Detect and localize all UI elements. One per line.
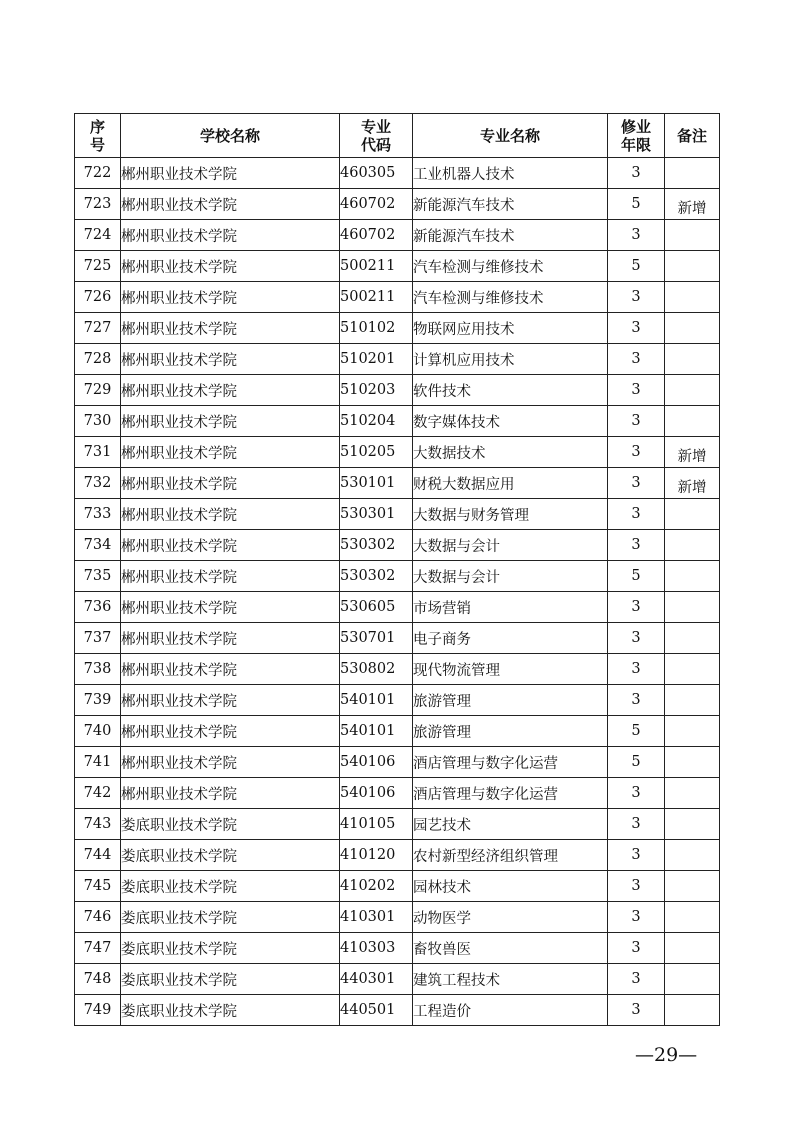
note-cell [665, 530, 720, 561]
major-code-cell: 440301 [340, 964, 413, 995]
note-cell [665, 251, 720, 282]
school-name-cell: 娄底职业技术学院 [121, 964, 340, 995]
seq-cell: 739 [75, 685, 121, 716]
major-name-cell: 酒店管理与数字化运营 [413, 747, 608, 778]
major-code-cell: 410202 [340, 871, 413, 902]
seq-cell: 728 [75, 344, 121, 375]
table-row [75, 716, 720, 747]
major-name-cell: 大数据与会计 [413, 561, 608, 592]
note-cell [665, 344, 720, 375]
table-row [75, 251, 720, 282]
school-name-cell: 郴州职业技术学院 [121, 685, 340, 716]
table-row [75, 468, 720, 499]
note-cell [665, 933, 720, 964]
study-years-cell: 3 [608, 995, 665, 1026]
school-name-cell: 郴州职业技术学院 [121, 499, 340, 530]
school-name-cell: 娄底职业技术学院 [121, 840, 340, 871]
major-code-cell: 530802 [340, 654, 413, 685]
seq-cell: 731 [75, 437, 121, 468]
note-cell [665, 809, 720, 840]
major-code-cell: 540101 [340, 716, 413, 747]
major-code-cell: 510102 [340, 313, 413, 344]
seq-cell: 730 [75, 406, 121, 437]
note-cell [665, 654, 720, 685]
header-years-line-2: 年限 [620, 135, 651, 154]
seq-cell: 740 [75, 716, 121, 747]
table-row [75, 313, 720, 344]
table-row [75, 933, 720, 964]
table-row [75, 437, 720, 468]
study-years-cell: 3 [608, 282, 665, 313]
study-years-cell: 3 [608, 840, 665, 871]
seq-cell: 748 [75, 964, 121, 995]
note-text: 新增 [677, 200, 707, 217]
major-code-cell: 510204 [340, 406, 413, 437]
note-cell [665, 685, 720, 716]
header-note: 备注 [665, 114, 720, 158]
seq-cell: 736 [75, 592, 121, 623]
major-name-cell: 旅游管理 [413, 716, 608, 747]
note-cell [665, 902, 720, 933]
header-seq-line-2: 号 [89, 135, 105, 154]
note-cell [665, 716, 720, 747]
note-cell [665, 313, 720, 344]
table-row [75, 561, 720, 592]
table-row [75, 592, 720, 623]
major-name-cell: 电子商务 [413, 623, 608, 654]
major-name-cell: 酒店管理与数字化运营 [413, 778, 608, 809]
note-cell [665, 220, 720, 251]
major-code-cell: 530301 [340, 499, 413, 530]
table-row [75, 871, 720, 902]
school-name-cell: 郴州职业技术学院 [121, 251, 340, 282]
program-table [74, 113, 720, 1026]
table-row [75, 406, 720, 437]
major-code-cell: 510203 [340, 375, 413, 406]
major-code-cell: 410303 [340, 933, 413, 964]
major-name-cell: 数字媒体技术 [413, 406, 608, 437]
study-years-cell: 5 [608, 747, 665, 778]
major-code-cell: 500211 [340, 251, 413, 282]
major-code-cell: 510201 [340, 344, 413, 375]
table-row [75, 840, 720, 871]
study-years-cell: 3 [608, 437, 665, 468]
school-name-cell: 郴州职业技术学院 [121, 189, 340, 220]
table-row [75, 902, 720, 933]
table-row [75, 623, 720, 654]
note-cell [665, 561, 720, 592]
school-name-cell: 郴州职业技术学院 [121, 313, 340, 344]
study-years-cell: 5 [608, 716, 665, 747]
major-code-cell: 410105 [340, 809, 413, 840]
study-years-cell: 3 [608, 499, 665, 530]
school-name-cell: 娄底职业技术学院 [121, 933, 340, 964]
study-years-cell: 3 [608, 530, 665, 561]
major-name-cell: 计算机应用技术 [413, 344, 608, 375]
major-name-cell: 现代物流管理 [413, 654, 608, 685]
school-name-cell: 郴州职业技术学院 [121, 158, 340, 189]
school-name-cell: 娄底职业技术学院 [121, 995, 340, 1026]
seq-cell: 746 [75, 902, 121, 933]
seq-cell: 735 [75, 561, 121, 592]
major-code-cell: 540101 [340, 685, 413, 716]
school-name-cell: 郴州职业技术学院 [121, 468, 340, 499]
note-cell [665, 747, 720, 778]
major-name-cell: 旅游管理 [413, 685, 608, 716]
major-name-cell: 农村新型经济组织管理 [413, 840, 608, 871]
table-row [75, 654, 720, 685]
school-name-cell: 郴州职业技术学院 [121, 592, 340, 623]
school-name-cell: 郴州职业技术学院 [121, 437, 340, 468]
school-name-cell: 郴州职业技术学院 [121, 778, 340, 809]
seq-cell: 741 [75, 747, 121, 778]
study-years-cell: 3 [608, 220, 665, 251]
study-years-cell: 3 [608, 406, 665, 437]
major-name-cell: 汽车检测与维修技术 [413, 282, 608, 313]
seq-cell: 745 [75, 871, 121, 902]
major-name-cell: 工程造价 [413, 995, 608, 1026]
note-cell [665, 840, 720, 871]
table-row [75, 995, 720, 1026]
study-years-cell: 3 [608, 933, 665, 964]
seq-cell: 732 [75, 468, 121, 499]
note-text: 新增 [677, 448, 707, 465]
table-row [75, 685, 720, 716]
study-years-cell: 5 [608, 251, 665, 282]
school-name-cell: 郴州职业技术学院 [121, 406, 340, 437]
major-code-cell: 410120 [340, 840, 413, 871]
major-name-cell: 大数据与会计 [413, 530, 608, 561]
seq-cell: 742 [75, 778, 121, 809]
study-years-cell: 3 [608, 964, 665, 995]
header-code-line-1: 专业 [360, 117, 391, 136]
seq-cell: 733 [75, 499, 121, 530]
major-name-cell: 物联网应用技术 [413, 313, 608, 344]
major-name-cell: 园林技术 [413, 871, 608, 902]
header-code [340, 114, 413, 158]
seq-cell: 722 [75, 158, 121, 189]
major-code-cell: 510205 [340, 437, 413, 468]
header-seq [75, 114, 121, 158]
major-code-cell: 530701 [340, 623, 413, 654]
major-name-cell: 大数据技术 [413, 437, 608, 468]
school-name-cell: 郴州职业技术学院 [121, 654, 340, 685]
note-cell [665, 468, 720, 499]
school-name-cell: 郴州职业技术学院 [121, 716, 340, 747]
major-code-cell: 460702 [340, 220, 413, 251]
note-cell [665, 592, 720, 623]
table-body [75, 158, 720, 1026]
major-code-cell: 530302 [340, 561, 413, 592]
school-name-cell: 郴州职业技术学院 [121, 747, 340, 778]
seq-cell: 744 [75, 840, 121, 871]
major-code-cell: 530101 [340, 468, 413, 499]
seq-cell: 743 [75, 809, 121, 840]
header-school: 学校名称 [121, 114, 340, 158]
school-name-cell: 郴州职业技术学院 [121, 623, 340, 654]
study-years-cell: 3 [608, 344, 665, 375]
note-cell [665, 964, 720, 995]
table-row [75, 220, 720, 251]
note-cell [665, 406, 720, 437]
major-name-cell: 新能源汽车技术 [413, 220, 608, 251]
table-header [75, 114, 720, 158]
major-code-cell: 530605 [340, 592, 413, 623]
note-text: 新增 [677, 479, 707, 496]
major-name-cell: 动物医学 [413, 902, 608, 933]
note-cell [665, 623, 720, 654]
major-name-cell: 建筑工程技术 [413, 964, 608, 995]
table-row [75, 282, 720, 313]
header-years [608, 114, 665, 158]
table-row [75, 809, 720, 840]
seq-cell: 723 [75, 189, 121, 220]
header-years-line-1: 修业 [620, 117, 651, 136]
study-years-cell: 3 [608, 623, 665, 654]
note-cell [665, 437, 720, 468]
study-years-cell: 3 [608, 375, 665, 406]
study-years-cell: 3 [608, 592, 665, 623]
major-name-cell: 大数据与财务管理 [413, 499, 608, 530]
major-code-cell: 460702 [340, 189, 413, 220]
major-code-cell: 540106 [340, 778, 413, 809]
school-name-cell: 郴州职业技术学院 [121, 375, 340, 406]
school-name-cell: 郴州职业技术学院 [121, 344, 340, 375]
seq-cell: 724 [75, 220, 121, 251]
major-name-cell: 园艺技术 [413, 809, 608, 840]
table-row [75, 778, 720, 809]
header-major: 专业名称 [413, 114, 608, 158]
major-name-cell: 汽车检测与维修技术 [413, 251, 608, 282]
seq-cell: 734 [75, 530, 121, 561]
header-row [75, 114, 720, 158]
study-years-cell: 3 [608, 809, 665, 840]
study-years-cell: 3 [608, 313, 665, 344]
seq-cell: 737 [75, 623, 121, 654]
seq-cell: 725 [75, 251, 121, 282]
major-name-cell: 软件技术 [413, 375, 608, 406]
table-row [75, 344, 720, 375]
note-cell [665, 189, 720, 220]
note-cell [665, 282, 720, 313]
study-years-cell: 3 [608, 158, 665, 189]
major-code-cell: 410301 [340, 902, 413, 933]
study-years-cell: 3 [608, 902, 665, 933]
table-row [75, 158, 720, 189]
study-years-cell: 5 [608, 189, 665, 220]
note-cell [665, 995, 720, 1026]
major-code-cell: 530302 [340, 530, 413, 561]
major-code-cell: 500211 [340, 282, 413, 313]
header-seq-line-1: 序 [89, 117, 105, 136]
study-years-cell: 3 [608, 871, 665, 902]
major-name-cell: 财税大数据应用 [413, 468, 608, 499]
major-name-cell: 畜牧兽医 [413, 933, 608, 964]
note-cell [665, 778, 720, 809]
note-cell [665, 499, 720, 530]
study-years-cell: 3 [608, 685, 665, 716]
seq-cell: 749 [75, 995, 121, 1026]
school-name-cell: 娄底职业技术学院 [121, 871, 340, 902]
school-name-cell: 娄底职业技术学院 [121, 902, 340, 933]
study-years-cell: 3 [608, 654, 665, 685]
major-name-cell: 工业机器人技术 [413, 158, 608, 189]
seq-cell: 726 [75, 282, 121, 313]
page-number: —29— [635, 1044, 698, 1066]
major-name-cell: 新能源汽车技术 [413, 189, 608, 220]
table-row [75, 964, 720, 995]
major-code-cell: 460305 [340, 158, 413, 189]
note-cell [665, 375, 720, 406]
school-name-cell: 娄底职业技术学院 [121, 809, 340, 840]
note-cell [665, 158, 720, 189]
major-code-cell: 440501 [340, 995, 413, 1026]
study-years-cell: 3 [608, 778, 665, 809]
school-name-cell: 郴州职业技术学院 [121, 561, 340, 592]
major-name-cell: 市场营销 [413, 592, 608, 623]
seq-cell: 727 [75, 313, 121, 344]
table-row [75, 499, 720, 530]
seq-cell: 729 [75, 375, 121, 406]
seq-cell: 747 [75, 933, 121, 964]
school-name-cell: 郴州职业技术学院 [121, 220, 340, 251]
table-row [75, 530, 720, 561]
table-row [75, 189, 720, 220]
header-code-line-2: 代码 [360, 135, 391, 154]
table-row [75, 375, 720, 406]
school-name-cell: 郴州职业技术学院 [121, 530, 340, 561]
school-name-cell: 郴州职业技术学院 [121, 282, 340, 313]
table-row [75, 747, 720, 778]
seq-cell: 738 [75, 654, 121, 685]
major-code-cell: 540106 [340, 747, 413, 778]
note-cell [665, 871, 720, 902]
study-years-cell: 5 [608, 561, 665, 592]
study-years-cell: 3 [608, 468, 665, 499]
